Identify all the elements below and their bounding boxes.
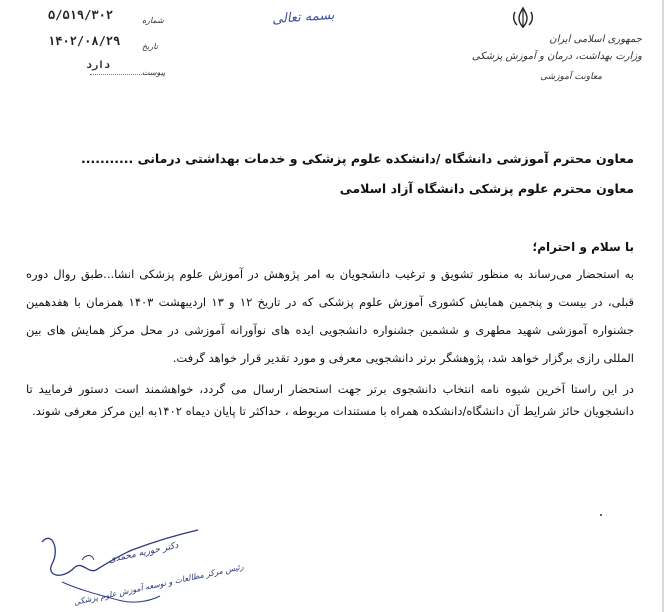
letter-date-row — [30, 32, 170, 58]
ministry-heading — [442, 34, 642, 82]
paragraph-1: به استحضار می‌رساند به منظور تشویق و ترغیب دانشجویان به امر پژوهش در آموزش علوم پزشکی انشا...طبق روال دوره قبلی، در بیست و پنجمین همایش کشوری آموزش علوم پزشکی که در تاریخ ۱۲ و ۱۳ اردیبهشت ۱۴۰۳ همزمان با هفدهمین جشنواره آموزشی شهید مطهری و ششمین جشنواره دانشجویی ایده های نوآورانه آموزشی در محل مرکز همایش های بین المللی رازی برگزار خواهد شد، پژوهشگر برتر دانشجویی معرفی و مورد تقدیر قرار خواهد گرفت. — [26, 267, 634, 365]
letter-body — [26, 150, 634, 422]
letter-date-label: تاریخ — [142, 42, 158, 51]
greeting: با سلام و احترام؛ — [532, 240, 634, 254]
ministry-line-country: جمهوری اسلامی ایران — [549, 34, 642, 45]
letter-attachment-label: پیوست — [142, 68, 166, 77]
ministry-line-deputy: معاونت آموزشی — [540, 72, 602, 82]
stray-dot — [600, 514, 602, 516]
signatory-title: رئیس مرکز مطالعات و توسعه آموزش علوم پزشکی — [72, 562, 245, 607]
signature-block — [22, 520, 245, 610]
letter-attachment-value: دارد — [86, 60, 111, 71]
ministry-line-ministry: وزارت بهداشت، درمان و آموزش پزشکی — [471, 51, 642, 62]
paragraph-2: در این راستا آخرین شیوه نامه انتخاب دانشجوی برتر جهت استحضار ارسال می گردد، خواهشمند است دستور فرمایید تا دانشجویان حائز شرایط آن دانشگاه/دانشکده همراه با مستندات مربوطه ، حداکثر تا پایان دیماه ۱۴۰۲به این مرکز معرفی شوند. — [26, 382, 634, 418]
letter-motto: بسمه تعالی — [271, 7, 335, 28]
dotted-line — [90, 74, 146, 75]
addressee-line-1: معاون محترم آموزشی دانشگاه /دانشکده علوم پزشکی و خدمات بهداشتی درمانی ........... — [80, 151, 634, 166]
iran-emblem-icon — [510, 6, 536, 30]
addressee-line-2: معاون محترم علوم پزشکی دانشگاه آزاد اسلامی — [339, 181, 634, 196]
letter-meta — [30, 6, 170, 84]
letter-date-value: ۱۴۰۲/۰۸/۲۹ — [48, 34, 121, 48]
letter-number-row — [30, 6, 170, 32]
letter-number-value: ۵/۵۱۹/۳۰۲ — [48, 8, 114, 22]
letter-attachment-row — [30, 58, 170, 84]
signatory-name: دکتر حوریه محمدی — [107, 540, 180, 566]
letter-number-label: شماره — [142, 16, 164, 25]
